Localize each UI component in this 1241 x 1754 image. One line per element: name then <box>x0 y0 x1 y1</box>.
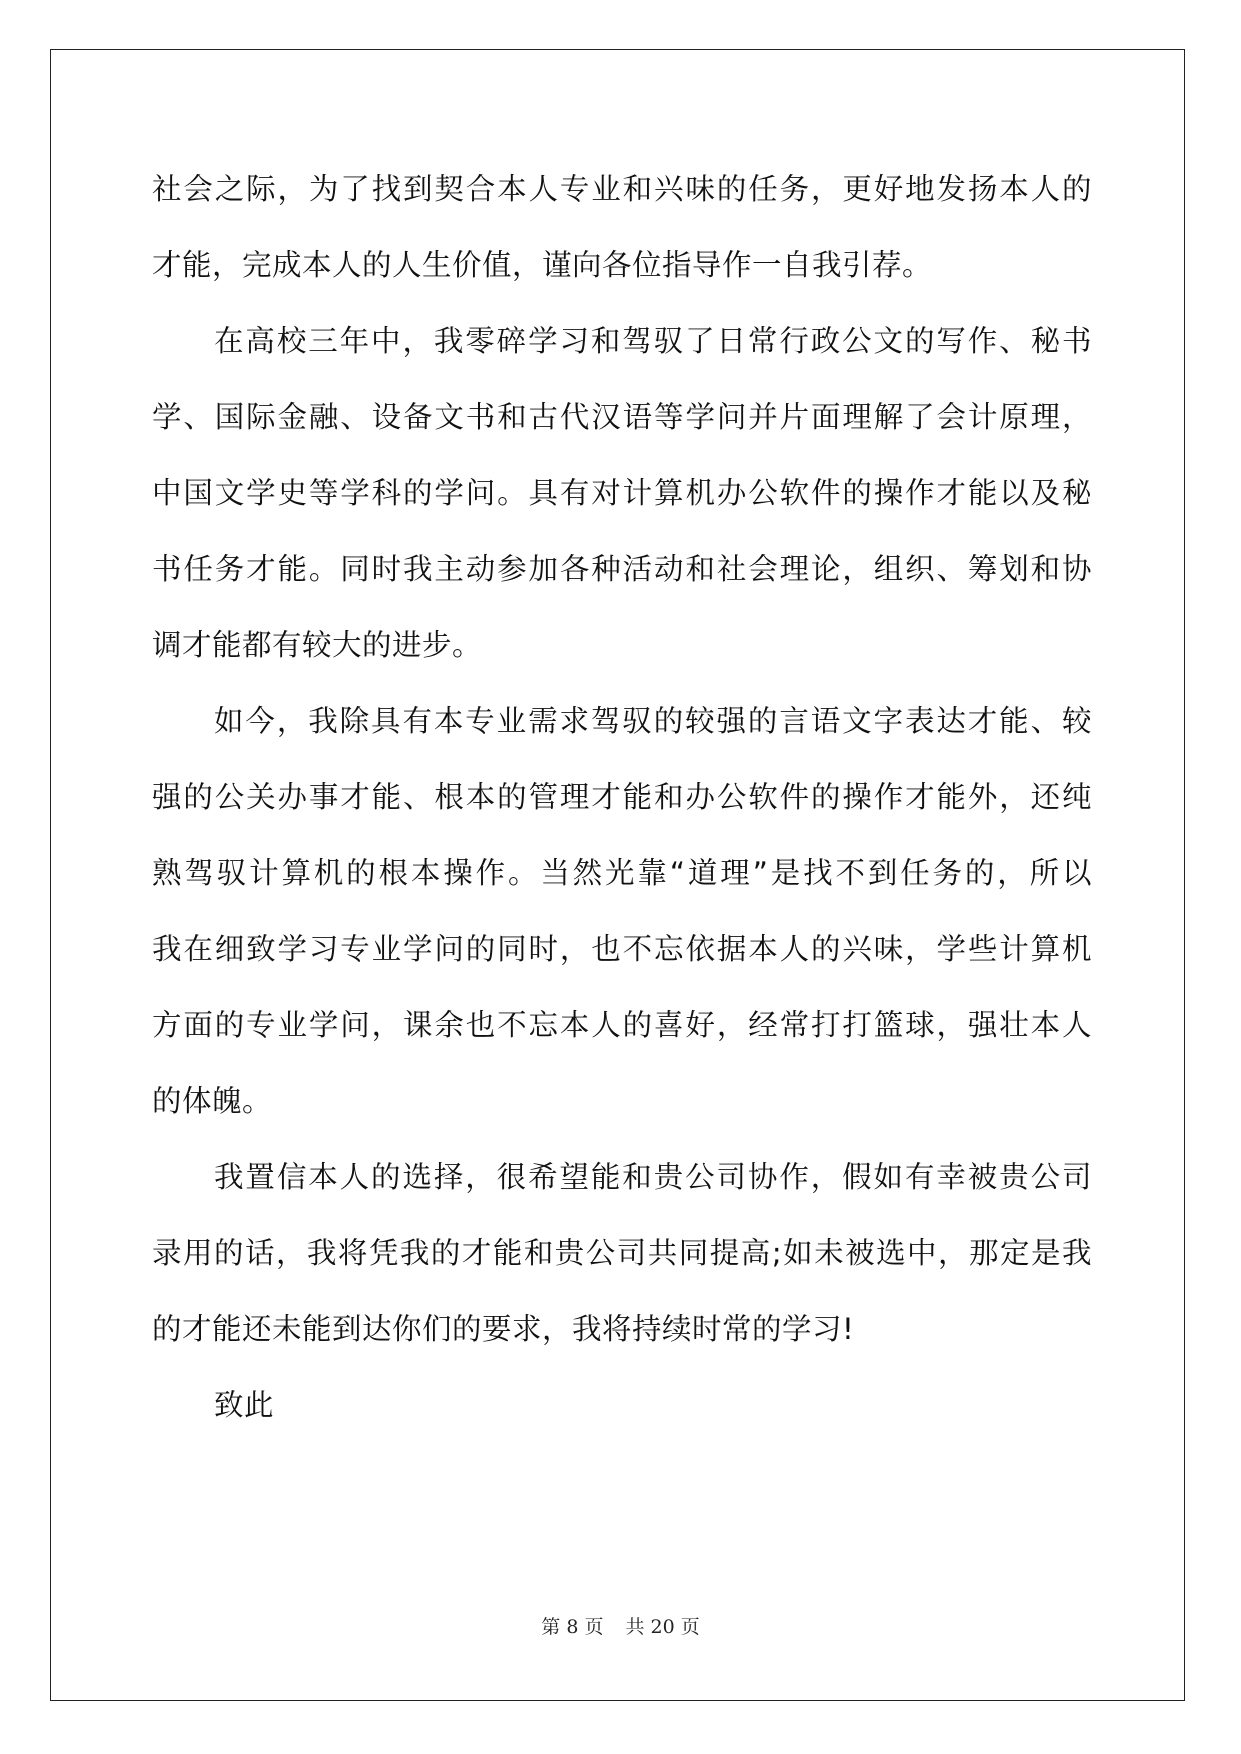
page-footer <box>0 1612 1241 1639</box>
text-line: 社会之际，为了找到契合本人专业和兴味的任务，更好地发扬本人的 <box>152 172 1092 206</box>
text-line: 如今，我除具有本专业需求驾驭的较强的言语文字表达才能、较 <box>214 704 1092 738</box>
text-line: 熟驾驭计算机的根本操作。当然光靠“道理”是找不到任务的，所以 <box>152 856 1092 890</box>
text-line: 我在细致学习专业学问的同时，也不忘依据本人的兴味，学些计算机 <box>152 932 1092 966</box>
text-line: 我置信本人的选择，很希望能和贵公司协作，假如有幸被贵公司 <box>214 1160 1092 1194</box>
text-line: 调才能都有较大的进步。 <box>152 628 483 662</box>
text-line: 的才能还未能到达你们的要求，我将持续时常的学习! <box>152 1312 855 1346</box>
page-number: 第 8 页 <box>541 1616 604 1638</box>
text-line: 书任务才能。同时我主动参加各种活动和社会理论，组织、筹划和协 <box>152 552 1092 586</box>
text-line: 方面的专业学问，课余也不忘本人的喜好，经常打打篮球，强壮本人 <box>152 1008 1092 1042</box>
text-line: 学、国际金融、设备文书和古代汉语等学问并片面理解了会计原理， <box>152 400 1092 434</box>
page-total: 共 20 页 <box>625 1616 700 1638</box>
text-line: 强的公关办事才能、根本的管理才能和办公软件的操作才能外，还纯 <box>152 780 1092 814</box>
text-line: 致此 <box>214 1388 275 1422</box>
text-line: 录用的话，我将凭我的才能和贵公司共同提高;如未被选中，那定是我 <box>152 1236 1092 1270</box>
text-line: 在高校三年中，我零碎学习和驾驭了日常行政公文的写作、秘书 <box>214 324 1092 358</box>
text-line: 中国文学史等学科的学问。具有对计算机办公软件的操作才能以及秘 <box>152 476 1092 510</box>
text-line: 才能，完成本人的人生价值，谨向各位指导作一自我引荐。 <box>152 248 933 282</box>
text-line: 的体魄。 <box>152 1084 273 1118</box>
